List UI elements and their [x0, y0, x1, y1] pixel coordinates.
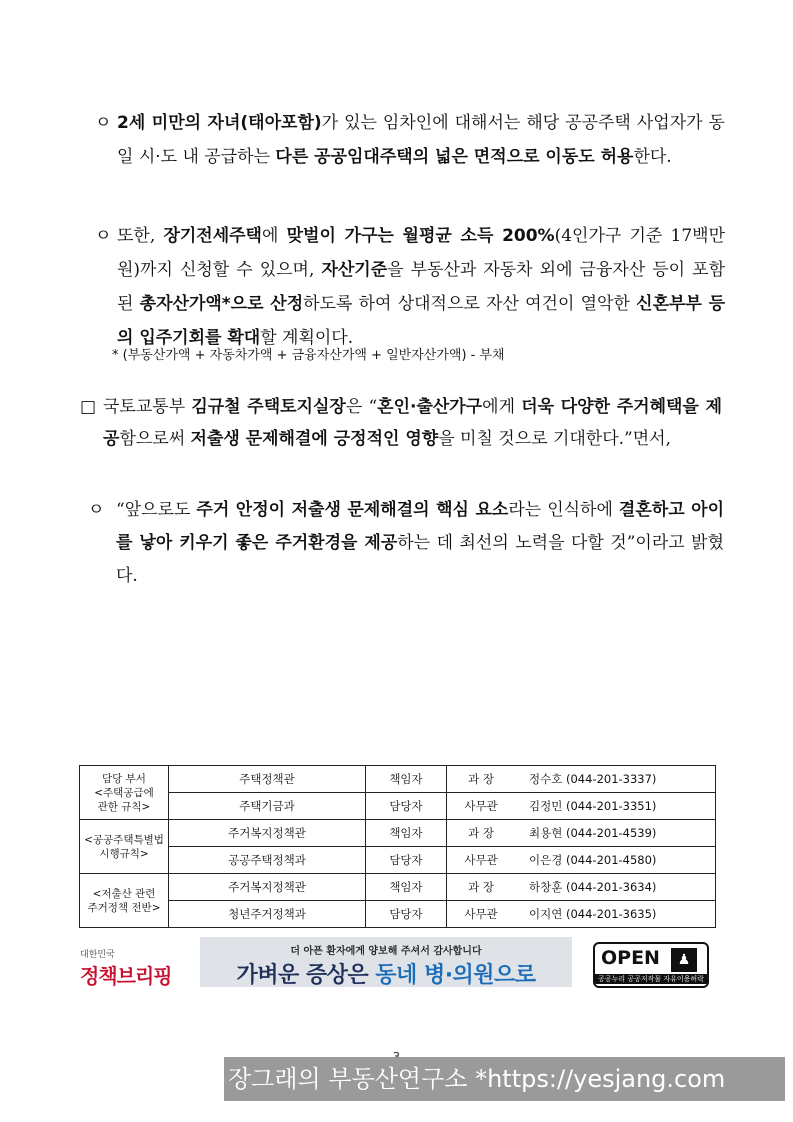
- role-cell: 책임자: [366, 766, 447, 793]
- text-run: (4인가구 기준 17백만원)까지 신청할 수 있으며,: [117, 226, 726, 280]
- text-run: 을 부동산과 자동차 외에 금융자산 등이 포함된: [117, 260, 725, 314]
- paragraph-official-quote: [80, 391, 722, 455]
- person-cell: 김정민 (044-201-3351): [515, 793, 716, 820]
- kogl-open-badge: [593, 942, 709, 988]
- paragraph-long-term-jeonse: [95, 219, 725, 355]
- rank-cell: 과 장: [447, 874, 516, 901]
- rank-cell: 사무관: [447, 901, 516, 928]
- team-cell: 청년주거정책과: [169, 901, 366, 928]
- text-run: 또한,: [117, 226, 164, 246]
- dept-cell: 담당 부서 <주택공급에 관한 규칙>: [80, 766, 169, 820]
- bold-phrase: 주거 안정이 저출생 문제해결의 핵심 요소: [196, 500, 509, 520]
- paragraph-youth-housing-move: [95, 106, 725, 174]
- text-run: 함으로써: [119, 429, 191, 449]
- bullet: ㅇ: [95, 113, 112, 133]
- team-cell: 주거복지정책관: [169, 874, 366, 901]
- text-run: 가 있는 임차인에 대해서는 해당 공공주택 사업자가 동일 시·도 내 공급하는: [117, 113, 725, 167]
- role-cell: 담당자: [366, 847, 447, 874]
- role-cell: 담당자: [366, 793, 447, 820]
- bold-phrase: 신혼부부 등의 입주기회를 확대: [117, 294, 726, 348]
- person-cell: 최용현 (044-201-4539): [515, 820, 716, 847]
- bold-phrase: 총자산가액*으로 산정: [139, 294, 304, 314]
- text-run: 라는 인식하에: [508, 500, 619, 520]
- footnote: * (부동산가액 + 자동차가액 + 금융자산가액 + 일반자산가액) - 부채: [112, 348, 505, 363]
- rank-cell: 사무관: [447, 793, 516, 820]
- bullet: ㅇ: [88, 500, 105, 520]
- banner-subtitle: 더 아픈 환자에게 양보해 주셔서 감사합니다: [290, 946, 482, 957]
- contact-row: [80, 847, 716, 874]
- bold-phrase: 저출생 문제해결에 긍정적인 영향: [190, 429, 439, 449]
- role-cell: 책임자: [366, 820, 447, 847]
- bold-phrase: 2세 미만의 자녀(태아포함): [117, 113, 322, 133]
- contact-row: [80, 901, 716, 928]
- bold-phrase: 맞벌이 가구는 월평균 소득 200%: [286, 226, 555, 246]
- person-cell: 정수호 (044-201-3337): [515, 766, 716, 793]
- text-run: “앞으로도: [116, 500, 197, 520]
- watermark: 장그래의 부동산연구소 *https://yesjang.com: [224, 1057, 785, 1101]
- text-run: 국토교통부: [103, 397, 192, 417]
- person-icon: ♟: [671, 948, 697, 972]
- text-run: 한다.: [633, 147, 672, 167]
- paragraph-closing-quote: [88, 494, 724, 593]
- logo-text: 정책브리핑: [80, 964, 172, 988]
- team-cell: 주택기금과: [169, 793, 366, 820]
- contact-row: [80, 820, 716, 847]
- text-run: 에게: [482, 397, 522, 417]
- team-cell: 주택정책관: [169, 766, 366, 793]
- paragraph-text: [117, 106, 725, 174]
- contact-row: [80, 793, 716, 820]
- dept-cell: <저출산 관련 주거정책 전반>: [80, 874, 169, 928]
- campaign-banner[interactable]: [200, 937, 572, 987]
- text-run: 하도록 하여 상대적으로 자산 여건이 열악한: [303, 294, 637, 314]
- person-cell: 이은경 (044-201-4580): [515, 847, 716, 874]
- bold-phrase: 장기전세주택: [163, 226, 262, 246]
- rank-cell: 과 장: [447, 820, 516, 847]
- bold-phrase: 더욱 다양한 주거혜택을 제공: [103, 397, 722, 449]
- person-cell: 이지연 (044-201-3635): [515, 901, 716, 928]
- role-cell: 책임자: [366, 874, 447, 901]
- paragraph-text: [117, 219, 725, 355]
- bold-phrase: 혼인·출산가구: [377, 397, 483, 417]
- paragraph-text: [116, 494, 724, 593]
- bullet: ㅇ: [95, 226, 112, 246]
- text-run: 에: [261, 226, 287, 246]
- banner-title-a: 가벼운 증상은: [236, 963, 376, 987]
- banner-title: [200, 958, 572, 987]
- open-text: OPEN: [601, 947, 660, 969]
- bold-phrase: 자산기준: [321, 260, 388, 280]
- person-cell: 하창훈 (044-201-3634): [515, 874, 716, 901]
- bold-phrase: 결혼하고 아이를 낳아 키우기 좋은 주거환경을 제공: [116, 500, 724, 553]
- contact-row: [80, 874, 716, 901]
- team-cell: 공공주택정책과: [169, 847, 366, 874]
- contact-table: [79, 765, 716, 928]
- role-cell: 담당자: [366, 901, 447, 928]
- paragraph-text: [103, 391, 722, 455]
- bold-phrase: 김규철 주택토지실장: [191, 397, 346, 417]
- briefing-logo: [80, 947, 180, 987]
- text-run: 할 계획이다.: [260, 328, 354, 348]
- bold-phrase: 다른 공공임대주택의 넓은 면적으로 이동도 허용: [275, 147, 634, 167]
- contact-row: [80, 766, 716, 793]
- text-run: 은 “: [345, 397, 378, 417]
- rank-cell: 사무관: [447, 847, 516, 874]
- text-run: 하는 데 최선의 노력을 다할 것”이라고 밝혔다.: [116, 533, 724, 586]
- rank-cell: 과 장: [447, 766, 516, 793]
- open-subtext: 공공누리 공공저작물 자유이용허락: [595, 974, 707, 984]
- banner-title-b: 동네 병·의원으로: [375, 963, 536, 987]
- dept-cell: <공공주택특별법 시행규칙>: [80, 820, 169, 874]
- text-run: 을 미칠 것으로 기대한다.”면서,: [438, 429, 671, 449]
- logo-small-text: 대한민국: [80, 950, 115, 960]
- box-bullet: □: [80, 397, 97, 417]
- team-cell: 주거복지정책관: [169, 820, 366, 847]
